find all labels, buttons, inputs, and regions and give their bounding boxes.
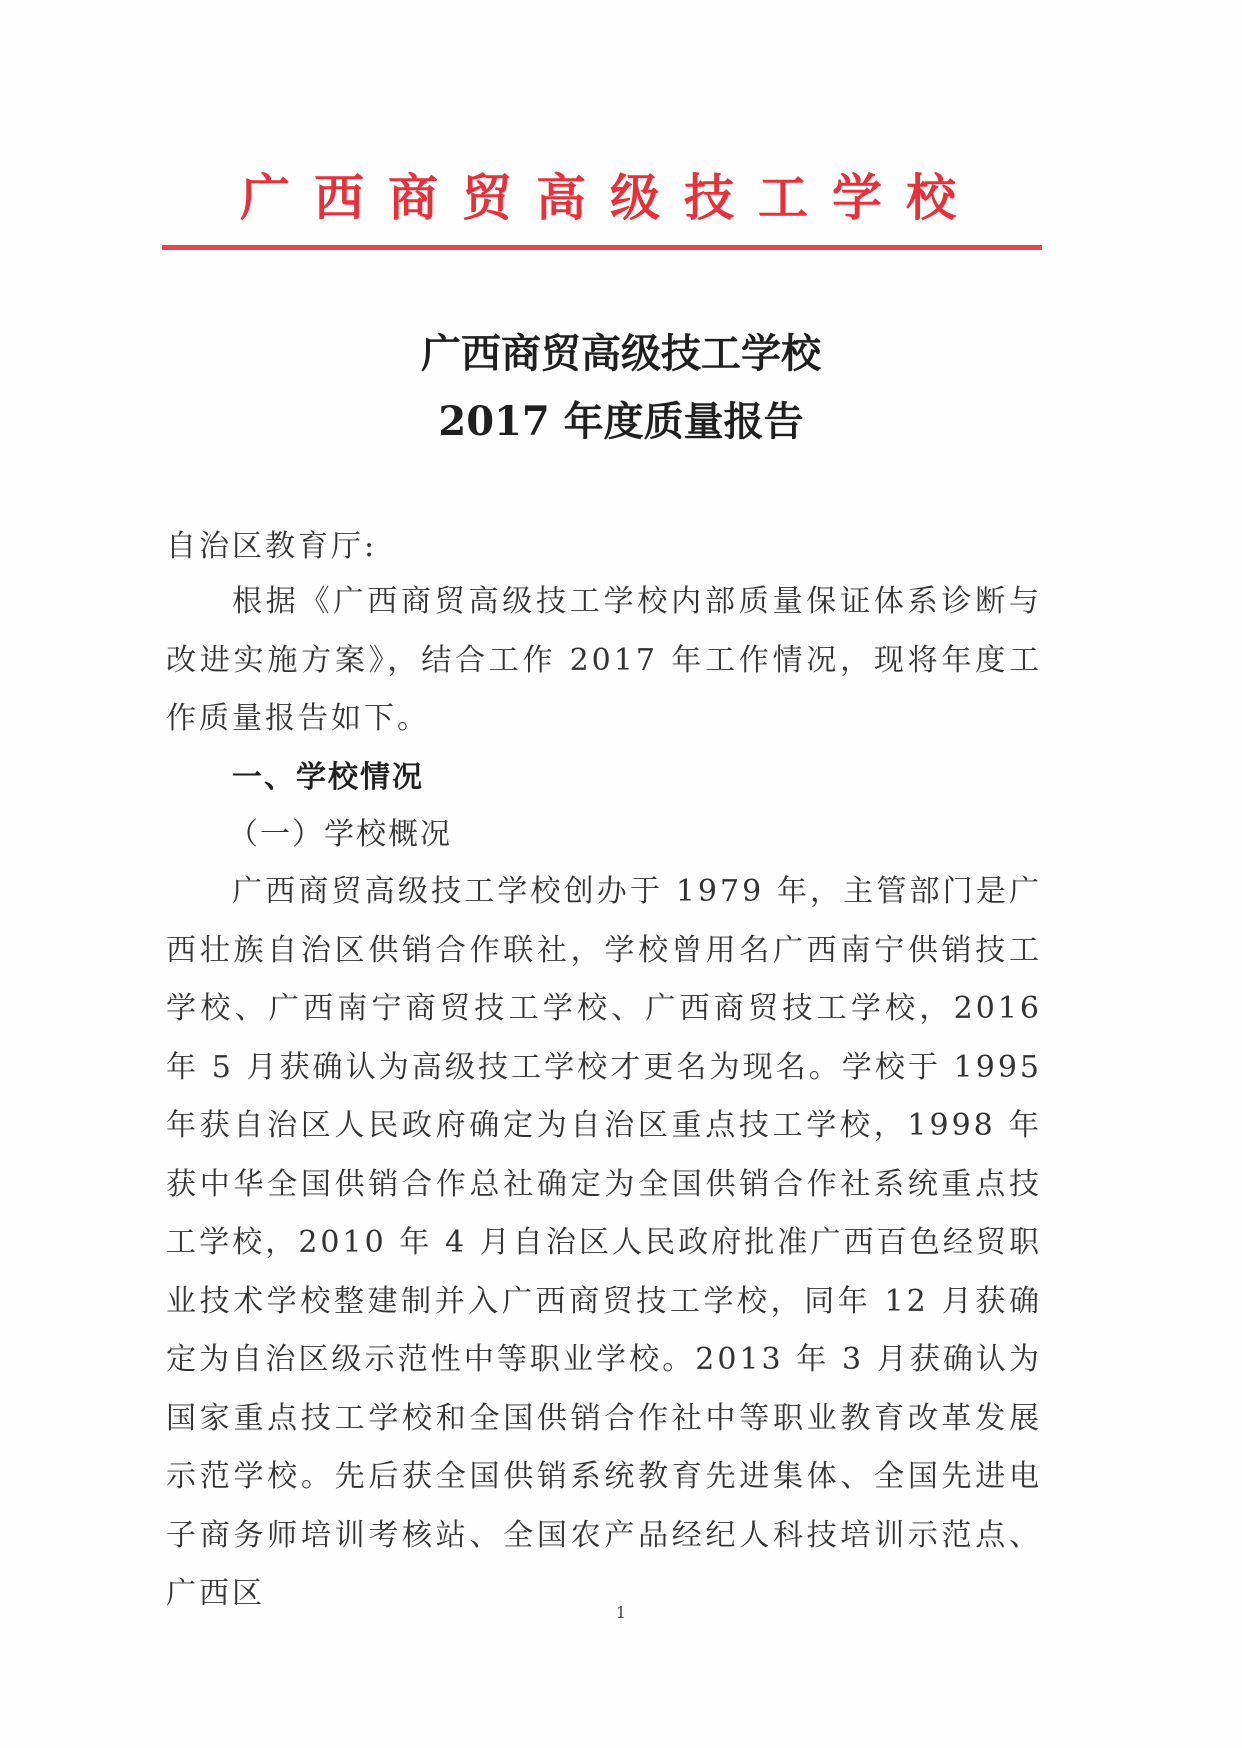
letterhead-red-rule xyxy=(162,245,1042,250)
subsection-heading: （一）学校概况 xyxy=(228,817,452,852)
intro-paragraph: 根据《广西商贸高级技工学校内部质量保证体系诊断与改进实施方案》，结合工作 2017 年工作情况，现将年度工作质量报告如下。 xyxy=(166,584,1042,736)
page-number: 1 xyxy=(615,1603,627,1622)
document-title-line-1: 广西商贸高级技工学校 xyxy=(421,330,821,377)
letterhead-school-name: 广西商贸高级技工学校 xyxy=(240,169,980,227)
school-overview-paragraph: 广西商贸高级技工学校创办于 1979 年，主管部门是广西壮族自治区供销合作联社，学校曾用名广西南宁供销技工学校、广西南宁商贸技工学校、广西商贸技工学校，2016 年 5 月获确认为高级技工学校才更名为现名。学校于 1995 年获自治区人民政府确定为自治区重点技工学校，1998 年获中华全国供销合作总社确定为全国供销合作社系统重点技工学校，2010 年 4 月自治区人民政府批准广西百色经贸职业技术学校整建制并入广西商贸技工学校，同年 12 月获确定为自治区级示范性中等职业学校。2013 年 3 月获确认为国家重点技工学校和全国供销合作社中等职业教育改革发展示范学校。先后获全国供销系统教育先进集体、全国先进电子商务师培训考核站、全国农产品经纪人科技培训示范点、广西区 xyxy=(166,874,1042,1611)
section-heading: 一、学校情况 xyxy=(232,760,424,795)
addressee: 自治区教育厅: xyxy=(166,529,378,564)
document-title-line-2: 2017 年度质量报告 xyxy=(438,398,804,445)
